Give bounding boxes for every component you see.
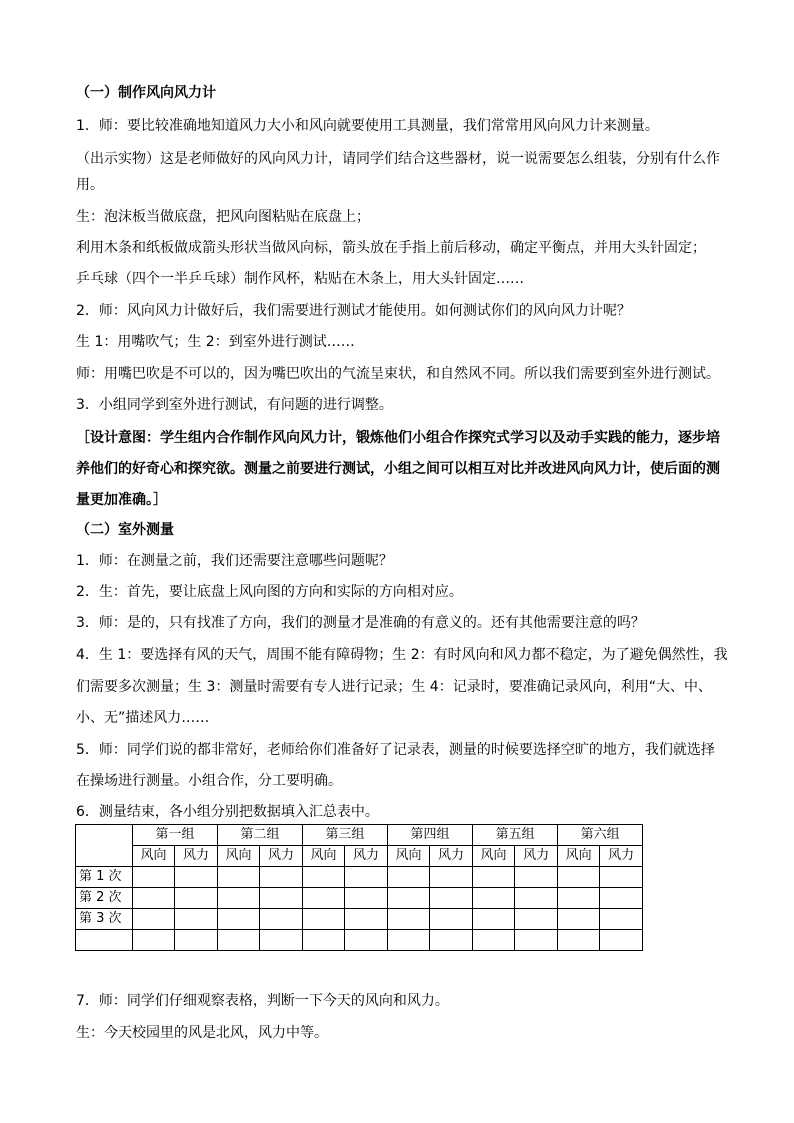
table-cell [473, 867, 515, 888]
table-cell [515, 888, 558, 909]
table-cell [388, 909, 430, 930]
paragraph: 6．测量结束，各小组分别把数据填入汇总表中。 [76, 804, 379, 820]
subheader-wind-force: 风力 [260, 846, 303, 867]
table-cell [515, 930, 558, 951]
table-cell [303, 909, 345, 930]
paragraph: （出示实物）这是老师做好的风向风力计，请同学们结合这些器材，说一说需要怎么组装，分别有什么作 [76, 151, 720, 167]
table-cell [260, 909, 303, 930]
row-label: 第 2 次 [76, 888, 133, 909]
table-cell [218, 930, 260, 951]
table-cell [558, 867, 600, 888]
table-cell [175, 930, 218, 951]
table-subheader-row [76, 846, 643, 867]
group-header: 第四组 [388, 825, 473, 846]
paragraph: 5．师：同学们说的都非常好，老师给你们准备好了记录表，测量的时候要选择空旷的地方，我们就选择 [76, 742, 715, 758]
paragraph: 们需要多次测量；生 3：测量时需要有专人进行记录；生 4：记录时，要准确记录风向，利用“大、中、 [76, 679, 712, 695]
table-cell [430, 867, 473, 888]
table-cell [345, 867, 388, 888]
table-cell [345, 930, 388, 951]
paragraph: 7．师：同学们仔细观察表格，判断一下今天的风向和风力。 [76, 993, 449, 1009]
subheader-wind-force: 风力 [515, 846, 558, 867]
subheader-wind-direction: 风向 [473, 846, 515, 867]
paragraph: 利用木条和纸板做成箭头形状当做风向标，箭头放在手指上前后移动，确定平衡点，并用大头针固定； [76, 240, 706, 256]
table-cell [175, 909, 218, 930]
subheader-wind-force: 风力 [600, 846, 643, 867]
table-cell [558, 888, 600, 909]
table-cell [303, 888, 345, 909]
group-header: 第二组 [218, 825, 303, 846]
row-label: 第 3 次 [76, 909, 133, 930]
paragraph: 3．师：是的，只有找准了方向，我们的测量才是准确的有意义的。还有其他需要注意的吗？ [76, 615, 645, 631]
paragraph: 1．师：要比较准确地知道风力大小和风向就要使用工具测量，我们常常用风向风力计来测量。 [76, 118, 659, 134]
subheader-wind-direction: 风向 [388, 846, 430, 867]
table-row [76, 867, 643, 888]
table-cell [600, 888, 643, 909]
table-cell [345, 888, 388, 909]
group-header: 第一组 [133, 825, 218, 846]
paragraph: 生：泡沫板当做底盘，把风向图粘贴在底盘上； [76, 209, 370, 225]
table-cell [473, 909, 515, 930]
paragraph: 小、无”描述风力…… [76, 710, 210, 726]
table-cell [133, 888, 175, 909]
design-intent: ［设计意图：学生组内合作制作风向风力计，锻炼他们小组合作探究式学习以及动手实践的能力，逐步培 [76, 430, 720, 446]
row-label: 第 1 次 [76, 867, 133, 888]
paragraph: 1．师：在测量之前，我们还需要注意哪些问题呢？ [76, 553, 393, 569]
paragraph: 2．师：风向风力计做好后，我们需要进行测试才能使用。如何测试你们的风向风力计呢？ [76, 303, 631, 319]
subheader-wind-force: 风力 [430, 846, 473, 867]
paragraph: 乒乓球（四个一半乒乓球）制作风杯，粘贴在木条上，用大头针固定…… [76, 271, 524, 287]
subheader-wind-direction: 风向 [218, 846, 260, 867]
row-label [76, 930, 133, 951]
table-cell [303, 930, 345, 951]
table-cell [218, 909, 260, 930]
table-header-row [76, 825, 643, 846]
table-row [76, 888, 643, 909]
table-cell [558, 930, 600, 951]
subheader-wind-force: 风力 [175, 846, 218, 867]
table-cell [218, 867, 260, 888]
paragraph: 用。 [76, 177, 104, 193]
table-cell [430, 888, 473, 909]
table-cell [133, 930, 175, 951]
subheader-wind-force: 风力 [345, 846, 388, 867]
table-cell [175, 888, 218, 909]
paragraph: 在操场进行测量。小组合作，分工要明确。 [76, 773, 342, 789]
table-cell [515, 867, 558, 888]
section2-title: （二）室外测量 [76, 522, 174, 538]
table-cell [600, 867, 643, 888]
group-header: 第五组 [473, 825, 558, 846]
table-cell [515, 909, 558, 930]
paragraph: 2．生：首先，要让底盘上风向图的方向和实际的方向相对应。 [76, 584, 463, 600]
group-header: 第六组 [558, 825, 643, 846]
table-cell [175, 867, 218, 888]
table-cell [260, 930, 303, 951]
paragraph: 生：今天校园里的风是北风，风力中等。 [76, 1025, 328, 1041]
table-cell [430, 930, 473, 951]
paragraph: 生 1：用嘴吹气；生 2：到室外进行测试…… [76, 334, 355, 350]
table-cell [303, 867, 345, 888]
subheader-wind-direction: 风向 [303, 846, 345, 867]
table-cell [218, 888, 260, 909]
table-cell [260, 888, 303, 909]
table-cell [133, 867, 175, 888]
table-cell [260, 867, 303, 888]
table-cell [600, 909, 643, 930]
subheader-wind-direction: 风向 [558, 846, 600, 867]
table-cell [430, 909, 473, 930]
table-cell [345, 909, 388, 930]
table-cell [388, 867, 430, 888]
summary-table [75, 824, 643, 951]
table-cell [600, 930, 643, 951]
paragraph: 3．小组同学到室外进行测试，有问题的进行调整。 [76, 397, 393, 413]
table-row [76, 930, 643, 951]
table-corner-cell [76, 825, 133, 867]
table-cell [388, 888, 430, 909]
design-intent: 养他们的好奇心和探究欲。测量之前要进行测试，小组之间可以相互对比并改进风向风力计，使后面的测 [76, 461, 720, 477]
table-cell [388, 930, 430, 951]
group-header: 第三组 [303, 825, 388, 846]
table-cell [473, 930, 515, 951]
table-row [76, 909, 643, 930]
paragraph: 4．生 1：要选择有风的天气，周围不能有障碍物；生 2：有时风向和风力都不稳定，为了避免偶然性，我 [76, 647, 728, 663]
paragraph: 师：用嘴巴吹是不可以的，因为嘴巴吹出的气流呈束状，和自然风不同。所以我们需要到室外进行测试。 [76, 366, 720, 382]
table-cell [558, 909, 600, 930]
section1-title: （一）制作风向风力计 [76, 85, 216, 101]
table-cell [473, 888, 515, 909]
table-cell [133, 909, 175, 930]
subheader-wind-direction: 风向 [133, 846, 175, 867]
design-intent: 量更加准确。］ [76, 492, 167, 508]
